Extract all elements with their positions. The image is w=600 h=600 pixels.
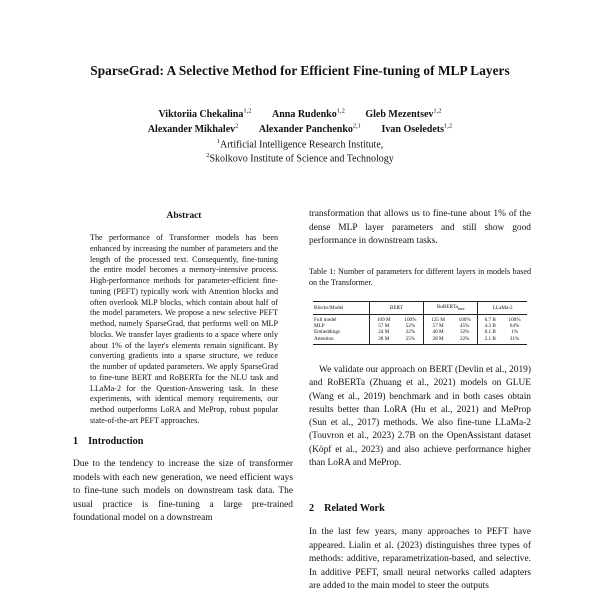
table-cell: 6.7 B [478,314,502,323]
author-name: Gleb Mezentsev [365,109,434,121]
table-row-label: Embeddings [314,329,340,336]
affiliation-2 [0,152,600,164]
affiliation-1 [0,138,600,150]
continuation-text: transformation that allows us to fine-tune about 1% of the dense MLP layer parameters and still show good performance in downstream tasks. [309,209,531,247]
table-cell: 28 M [369,336,398,344]
paper-title: SparseGrad: A Selective Method for Efficient Fine-tuning of MLP Layers [90,63,510,78]
table-cell: 57 M [369,323,398,329]
table-cell: 4.3 B [478,323,502,329]
table-cell: 100% [458,316,471,323]
authors-line-1 [0,108,600,120]
table-group-header [424,302,478,315]
author-affil-sup: 1,2 [243,108,252,115]
authors-line-2 [0,123,600,135]
author [365,109,441,120]
author [272,109,345,120]
author-affil-sup: 2,1 [352,123,362,130]
table-cell: 22% [452,336,478,344]
author-name: Viktoriia Chekalina [158,109,244,121]
section-heading-introduction [73,436,143,447]
table-cell: 125 M [424,314,453,323]
table-cell: 45% [459,323,470,330]
affiliation-text: Skolkovo Institute of Science and Technology [209,153,394,165]
section-number: 2 [309,503,315,514]
table-header-row [313,302,527,315]
table-cell: 40 M [424,329,453,335]
table-header-cell: Blocks/Model [313,302,369,315]
table-group-label: RoBERTa [436,303,458,310]
table-cell: 52% [405,323,416,330]
abstract-text: The performance of Transformer models has been enhanced by increasing the number of parameters and the length of the processed text. Consequently, fine-tuning the entire model becomes a memory-intensive process. High-performance methods for parameter-efficient fine-tuning (PEFT) typically work with Attention blocks and often overlook MLP blocks, which contain about half of the model parameters. We propose a new selective PEFT method, namely SparseGrad, that performs well on MLP blocks. We transfer layer gradients to a space where only about 1% of the layer's elements remain significant. By converting gradients into a sparse structure, we reduce the number of updated parameters. We apply SparseGrad to fine-tune BERT and RoBERTa for the NLU task and LLaMa-2 for the Question-Answering task. In these experiments, with identical memory requirements, our method outperforms LoRA and MeProp, robust popular state-of-the-art PEFT approaches. [90,233,278,425]
introduction-text: Due to the tendency to increase the size of transformer models with each new generation, we need efficient ways to fine-tune such models on downstream task data. The usual practice is fine-tuning a large pre-trained foundational model on a downstream [73,459,293,524]
affiliation-text: Artificial Intelligence Research Institute, [219,139,384,151]
author-name: Alexander Panchenko [258,124,353,136]
table-row [313,314,527,323]
table-cell: 100% [508,316,521,323]
author [259,124,361,135]
table-group-header: BERT [369,302,423,315]
table-row [313,336,527,344]
author [158,109,251,120]
table-cell: 57 M [424,323,453,329]
section-title: Related Work [324,503,385,514]
affiliation-sup: 2 [206,152,210,159]
related-work-text: In the last few years, many approaches to PEFT have appeared. Lialin et al. (2023) distinguishes three types of methods: additive, reparametrization-based, and selective. In additive PEFT, small neural networks called adapters are added to the main model to steer the outputs [309,527,531,592]
table-cell: 22% [405,329,416,336]
table-group-header: LLaMa-2 [478,302,527,315]
table-row-label: MLP [314,323,325,330]
section-number: 1 [73,436,79,447]
table-row-label: Full model [314,316,337,323]
author-affil-sup: 1,2 [433,108,442,115]
table-cell: 1% [511,329,518,336]
affiliation-sup: 1 [216,138,220,145]
table-group-sub: base [457,306,465,311]
table-cell: 100% [404,316,417,323]
table-caption: Table 1: Number of parameters for different layers in models based on the Transformer. [309,267,531,287]
author [382,124,453,135]
parameters-table [313,301,527,345]
table-cell: 64% [509,323,520,330]
table-row-label: Attention [313,336,369,344]
author-affil-sup: 1,2 [444,123,453,130]
author-name: Alexander Mikhalev [147,124,236,136]
table-cell: 0.1 B [478,329,502,335]
author-affil-sup: 1,2 [336,108,345,115]
author-affil-sup: 2 [235,123,239,130]
section-heading-related-work [309,503,385,514]
table-cell: 28 M [424,336,453,344]
validation-paragraph: We validate our approach on BERT (Devlin et al., 2019) and RoBERTa (Zhuang et al., 2021) models on GLUE (Wang et al., 2019) benchmark and in both cases obtain results better than LoRA (Hu et al., 2021) and MeProp (Sun et al., 2017) methods. We also fine-tune LLaMa-2 (Touvron et al., 2023) 2.7B on the OpenAssistant dataset (Köpf et al., 2023) and also achieve performance higher than LoRA and MeProp. [309,365,531,469]
table-cell: 31% [502,336,527,344]
abstract-heading: Abstract [166,211,202,221]
table-cell: 2.1 B [478,336,502,344]
table-cell: 109 M [369,314,398,323]
section-title: Introduction [88,436,144,447]
author [148,124,239,135]
table-cell: 24 M [369,329,398,335]
author-name: Ivan Oseledets [381,124,445,136]
table-cell: 32% [459,329,470,336]
author-name: Anna Rudenko [271,109,337,121]
table-cell: 25% [398,336,424,344]
